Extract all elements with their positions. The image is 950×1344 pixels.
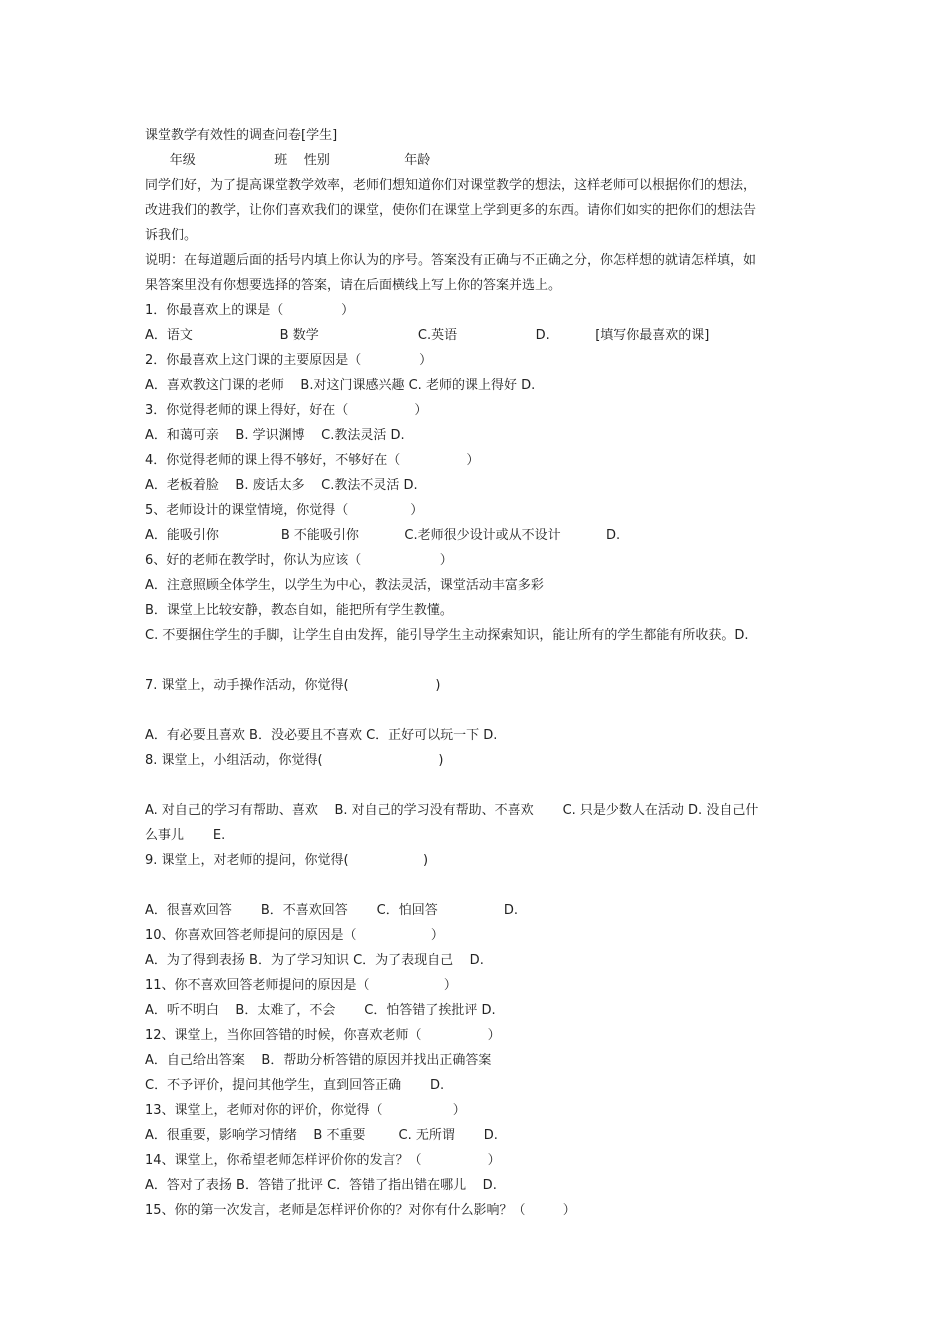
- option-line: A．听不明白 B．太难了，不会 C．怕答错了挨批评 D.: [145, 1003, 496, 1018]
- instruction-line: 说明：在每道题后面的括号内填上你认为的序号。答案没有正确与不正确之分，你怎样想的就请怎样填，如: [145, 253, 757, 268]
- question-line: 14、课堂上，你希望老师怎样评价你的发言？（ ）: [145, 1153, 501, 1168]
- question-line: 7. 课堂上，动手操作活动，你觉得( ): [145, 678, 441, 693]
- intro-line: 诉我们。: [145, 228, 198, 243]
- question-line: 15、你的第一次发言，老师是怎样评价你的？对你有什么影响？（ ）: [145, 1203, 576, 1218]
- question-line: 6、好的老师在教学时，你认为应该（ ）: [145, 553, 453, 568]
- option-line: B．课堂上比较安静，教态自如，能把所有学生教懂。: [145, 603, 453, 618]
- question-line: 13、课堂上，老师对你的评价，你觉得（ ）: [145, 1103, 466, 1118]
- option-line: A．喜欢教这门课的老师 B.对这门课感兴趣 C. 老师的课上得好 D.: [145, 378, 536, 393]
- option-line: A．自己给出答案 B．帮助分析答错的原因并找出正确答案: [145, 1053, 492, 1068]
- question-line: 4．你觉得老师的课上得不够好，不够好在（ ）: [145, 453, 480, 468]
- question-line: 3．你觉得老师的课上得好，好在（ ）: [145, 403, 428, 418]
- option-line: A. 对自己的学习有帮助、喜欢 B. 对自己的学习没有帮助、不喜欢 C. 只是少数人在活动 D. 没自己什: [145, 803, 759, 818]
- question-line: 9. 课堂上，对老师的提问，你觉得( ): [145, 853, 429, 868]
- question-line: 2．你最喜欢上这门课的主要原因是（ ）: [145, 353, 433, 368]
- intro-line: 改进我们的教学，让你们喜欢我们的课堂，使你们在课堂上学到更多的东西。请你们如实的把你们的想法告: [145, 203, 757, 218]
- option-line: A．注意照顾全体学生，以学生为中心，教法灵活，课堂活动丰富多彩: [145, 578, 544, 593]
- option-line: A．答对了表扬 B．答错了批评 C．答错了指出错在哪儿 D.: [145, 1178, 497, 1193]
- option-line: A．语文 B 数学 C.英语 D. [填写你最喜欢的课]: [145, 328, 710, 343]
- option-line: A．和蔼可亲 B. 学识渊博 C.教法灵活 D.: [145, 428, 405, 443]
- question-line: 10、你喜欢回答老师提问的原因是（ ）: [145, 928, 444, 943]
- option-line: A．为了得到表扬 B．为了学习知识 C．为了表现自己 D.: [145, 953, 484, 968]
- option-line: A．有必要且喜欢 B．没必要且不喜欢 C．正好可以玩一下 D.: [145, 728, 498, 743]
- option-line: 么事儿 E.: [145, 828, 226, 843]
- question-line: 8. 课堂上，小组活动，你觉得( ): [145, 753, 444, 768]
- option-line: A．能吸引你 B 不能吸引你 C.老师很少设计或从不设计 D.: [145, 528, 621, 543]
- option-line: A．很重要，影响学习情绪 B 不重要 C. 无所谓 D.: [145, 1128, 498, 1143]
- option-line: A．老板着脸 B. 废话太多 C.教法不灵活 D.: [145, 478, 418, 493]
- intro-line: 同学们好，为了提高课堂教学效率，老师们想知道你们对课堂教学的想法，这样老师可以根据你们的想法，: [145, 178, 757, 193]
- question-line: 11、你不喜欢回答老师提问的原因是（ ）: [145, 978, 457, 993]
- option-line: A．很喜欢回答 B．不喜欢回答 C．怕回答 D.: [145, 903, 519, 918]
- option-line: C．不予评价，提问其他学生，直到回答正确 D.: [145, 1078, 445, 1093]
- option-line: C. 不要捆住学生的手脚，让学生自由发挥，能引导学生主动探索知识，能让所有的学生都能有所收获。D.: [145, 628, 749, 643]
- question-line: 1．你最喜欢上的课是（ ）: [145, 303, 355, 318]
- survey-title: 课堂教学有效性的调查问卷[学生]: [145, 128, 338, 143]
- question-line: 5、老师设计的课堂情境，你觉得（ ）: [145, 503, 424, 518]
- student-info-line: 年级 班 性别 年龄: [145, 153, 431, 168]
- instruction-line: 果答案里没有你想要选择的答案，请在后面横线上写上你的答案并选上。: [145, 278, 562, 293]
- question-line: 12、课堂上，当你回答错的时候，你喜欢老师（ ）: [145, 1028, 501, 1043]
